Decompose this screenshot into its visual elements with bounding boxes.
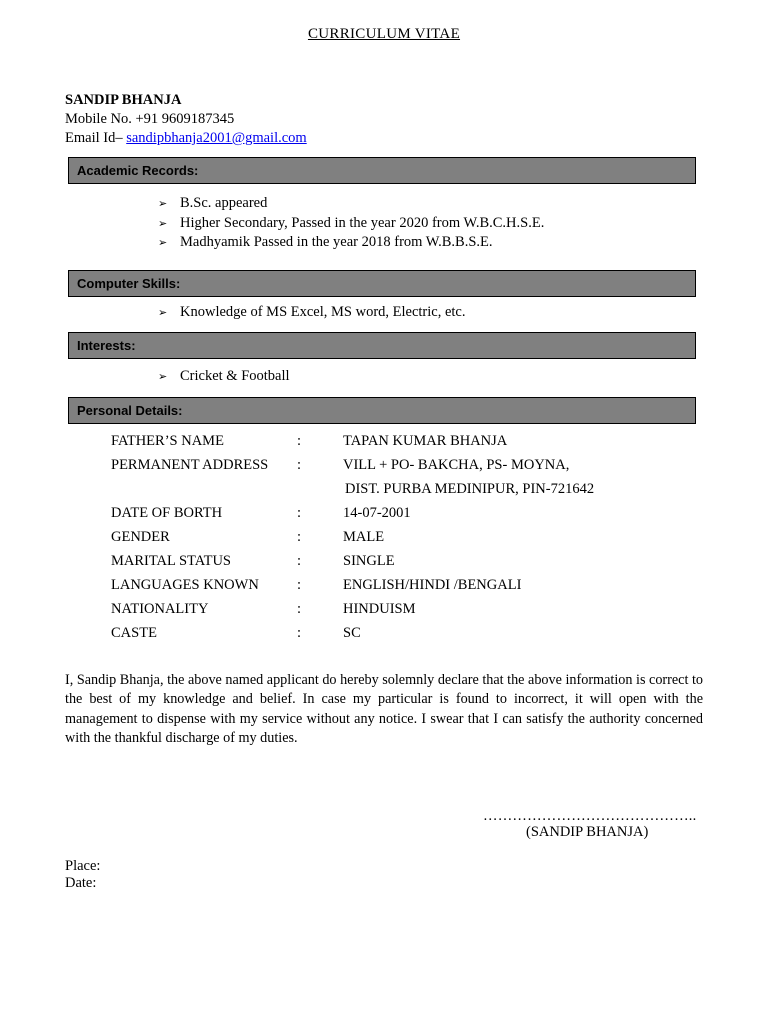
applicant-name: SANDIP BHANJA [65, 92, 182, 108]
date-label: Date: [65, 875, 97, 891]
detail-label: FATHER’S NAME [111, 433, 224, 449]
detail-colon: : [297, 553, 302, 569]
bullet-arrow-icon: ➢ [158, 198, 168, 210]
list-item: ➢ Knowledge of MS Excel, MS word, Electric, etc. [158, 303, 466, 323]
section-header-academic: Academic Records: [68, 157, 696, 184]
bullet-arrow-icon: ➢ [158, 237, 168, 249]
bullet-arrow-icon: ➢ [158, 217, 168, 230]
declaration-paragraph: I, Sandip Bhanja, the above named applicant do hereby solemnly declare that the above information is correct to the best of my knowledge and belief. In case my particular is found to incorrect, it will open with the management to dispense with my service without any notice. I swear that I can satisfy the authority concerned with the thankful discharge of my duties. [65, 672, 703, 747]
detail-value: HINDUISM [343, 601, 416, 617]
section-header-personal-details: Personal Details: [68, 397, 696, 424]
detail-colon: : [297, 577, 302, 593]
mobile-number: Mobile No. +91 9609187345 [65, 111, 235, 127]
list-item: ➢ Cricket & Football [158, 367, 290, 387]
detail-colon: : [297, 625, 302, 641]
email-line [65, 130, 307, 147]
detail-label: MARITAL STATUS [111, 553, 231, 569]
detail-colon: : [297, 505, 302, 521]
list-item: ➢ Madhyamik Passed in the year 2018 from W.B.B.S.E. [158, 233, 544, 253]
section-header-interests: Interests: [68, 332, 696, 359]
list-item: ➢ Higher Secondary, Passed in the year 2020 from W.B.C.H.S.E. [158, 214, 544, 234]
detail-colon: : [297, 529, 302, 545]
document-title: CURRICULUM VITAE [307, 26, 461, 42]
detail-label: GENDER [111, 529, 170, 545]
bullet-arrow-icon: ➢ [158, 371, 168, 383]
detail-colon: : [297, 601, 302, 617]
section-header-computer-skills: Computer Skills: [68, 270, 696, 297]
detail-value: SINGLE [343, 553, 395, 569]
computer-skills-list [158, 303, 466, 323]
detail-value: SC [343, 625, 361, 641]
signature-line: …………………………………….. [483, 808, 697, 824]
detail-value: TAPAN KUMAR BHANJA [343, 433, 508, 449]
detail-value: VILL + PO- BAKCHA, PS- MOYNA, [343, 457, 570, 473]
list-item: ➢ B.Sc. appeared [158, 194, 544, 214]
email-link[interactable]: sandipbhanja2001@gmail.com [126, 130, 307, 146]
academic-list [158, 194, 544, 253]
detail-label: PERMANENT ADDRESS [111, 457, 269, 473]
place-label: Place: [65, 858, 101, 874]
interests-list [158, 367, 290, 387]
detail-label: LANGUAGES KNOWN [111, 577, 259, 593]
detail-value: ENGLISH/HINDI /BENGALI [343, 577, 522, 593]
detail-value: 14-07-2001 [343, 505, 411, 521]
detail-value: DIST. PURBA MEDINIPUR, PIN-721642 [345, 481, 595, 497]
detail-colon: : [297, 457, 302, 473]
email-label: Email Id– [65, 130, 127, 146]
detail-label: DATE OF BORTH [111, 505, 223, 521]
signature-name: (SANDIP BHANJA) [526, 824, 649, 840]
bullet-arrow-icon: ➢ [158, 307, 168, 319]
detail-value: MALE [343, 529, 385, 545]
detail-label: NATIONALITY [111, 601, 209, 617]
detail-colon: : [297, 433, 302, 449]
detail-label: CASTE [111, 625, 157, 641]
